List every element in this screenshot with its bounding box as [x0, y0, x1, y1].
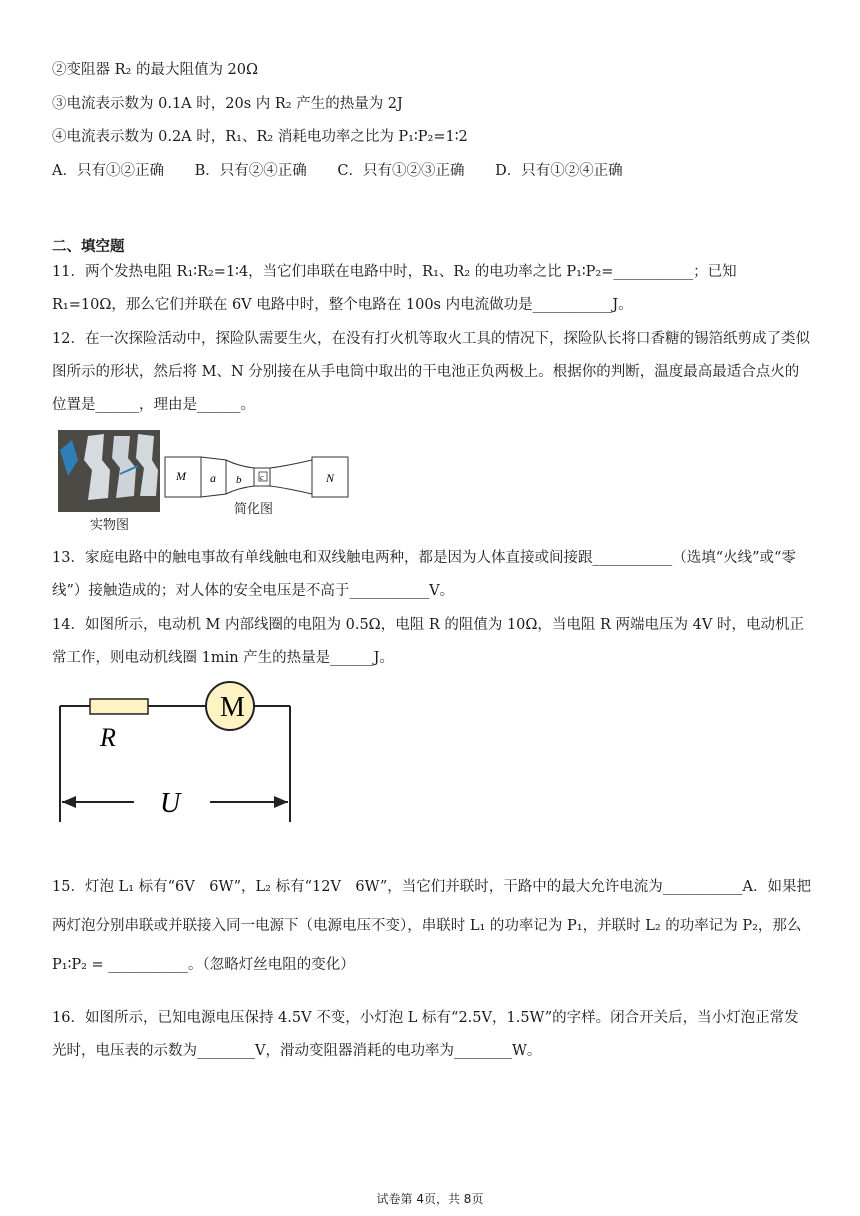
question-13: 13．家庭电路中的触电事故有单线触电和双线触电两种，都是因为人体直接或间接跟___________（选填“火线”或“零线”）接触造成的；对人体的安全电压是不高于___________V。: [52, 550, 796, 599]
option-a: A．只有①②正确: [52, 163, 164, 179]
statement-3: ③电流表示数为 0.1A 时，20s 内 R₂ 产生的热量为 2J: [52, 96, 403, 112]
motor-label: M: [220, 692, 245, 723]
option-b: B．只有②④正确: [194, 163, 307, 179]
question-11: 11．两个发热电阻 R₁∶R₂=1∶4，当它们串联在电路中时，R₁、R₂ 的电功率之比 P₁∶P₂=___________；已知 R₁=10Ω，那么它们并联在 6V 电路中时，整个电路在 100s 内电流做功是___________J。: [52, 264, 737, 313]
tinfoil-photo: [58, 430, 160, 512]
label-m: M: [176, 469, 186, 483]
label-n: N: [326, 471, 335, 485]
statement-2: ②变阻器 R₂ 的最大阻值为 20Ω: [52, 62, 259, 78]
question-14: 14．如图所示，电动机 M 内部线圈的电阻为 0.5Ω，电阻 R 的阻值为 10Ω，当电阻 R 两端电压为 4V 时，电动机正常工作，则电动机线圈 1min 产生的热量是______J。: [52, 617, 804, 666]
label-a: a: [210, 471, 216, 485]
answer-options: [52, 161, 812, 181]
tinfoil-diagram: [164, 456, 350, 500]
question-16: 16．如图所示，已知电源电压保持 4.5V 不变，小灯泡 L 标有“2.5V，1.5W”的字样。闭合开关后，当小灯泡正常发光时，电压表的示数为________V，滑动变阻器消耗的电功率为________W。: [52, 1010, 799, 1059]
page-footer: 试卷第 4页，共 8页: [376, 1192, 484, 1206]
diagram-caption: 简化图: [234, 502, 274, 517]
circuit-diagram: [54, 678, 300, 828]
label-b: b: [236, 474, 242, 486]
question-15: 15．灯泡 L₁ 标有“6V 6W”，L₂ 标有“12V 6W”，当它们并联时，干路中的最大允许电流为___________A．如果把两灯泡分别串联或并联接入同一电源下（电源电压不变），串联时 L₁ 的功率记为 P₁，并联时 L₂ 的功率记为 P₂，那么 P₁∶P₂ = ___________。（忽略灯丝电阻的变化）: [52, 879, 811, 973]
section-title: 二、填空题: [52, 239, 125, 255]
statement-4: ④电流表示数为 0.2A 时，R₁、R₂ 消耗电功率之比为 P₁∶P₂=1∶2: [52, 129, 468, 145]
option-c: C．只有①②③正确: [337, 163, 465, 179]
voltage-label: U: [160, 788, 181, 819]
option-d: D．只有①②④正确: [495, 163, 623, 179]
photo-caption: 实物图: [90, 518, 130, 533]
resistor-r: [90, 699, 148, 714]
resistor-label: R: [100, 723, 116, 752]
question-12: 12．在一次探险活动中，探险队需要生火，在没有打火机等取火工具的情况下，探险队长将口香糖的锡箔纸剪成了类似图所示的形状，然后将 M、N 分别接在从手电筒中取出的干电池正负两极上。根据你的判断，温度最高最适合点火的位置是______，理由是______。: [52, 331, 810, 413]
label-c: c: [260, 473, 264, 482]
